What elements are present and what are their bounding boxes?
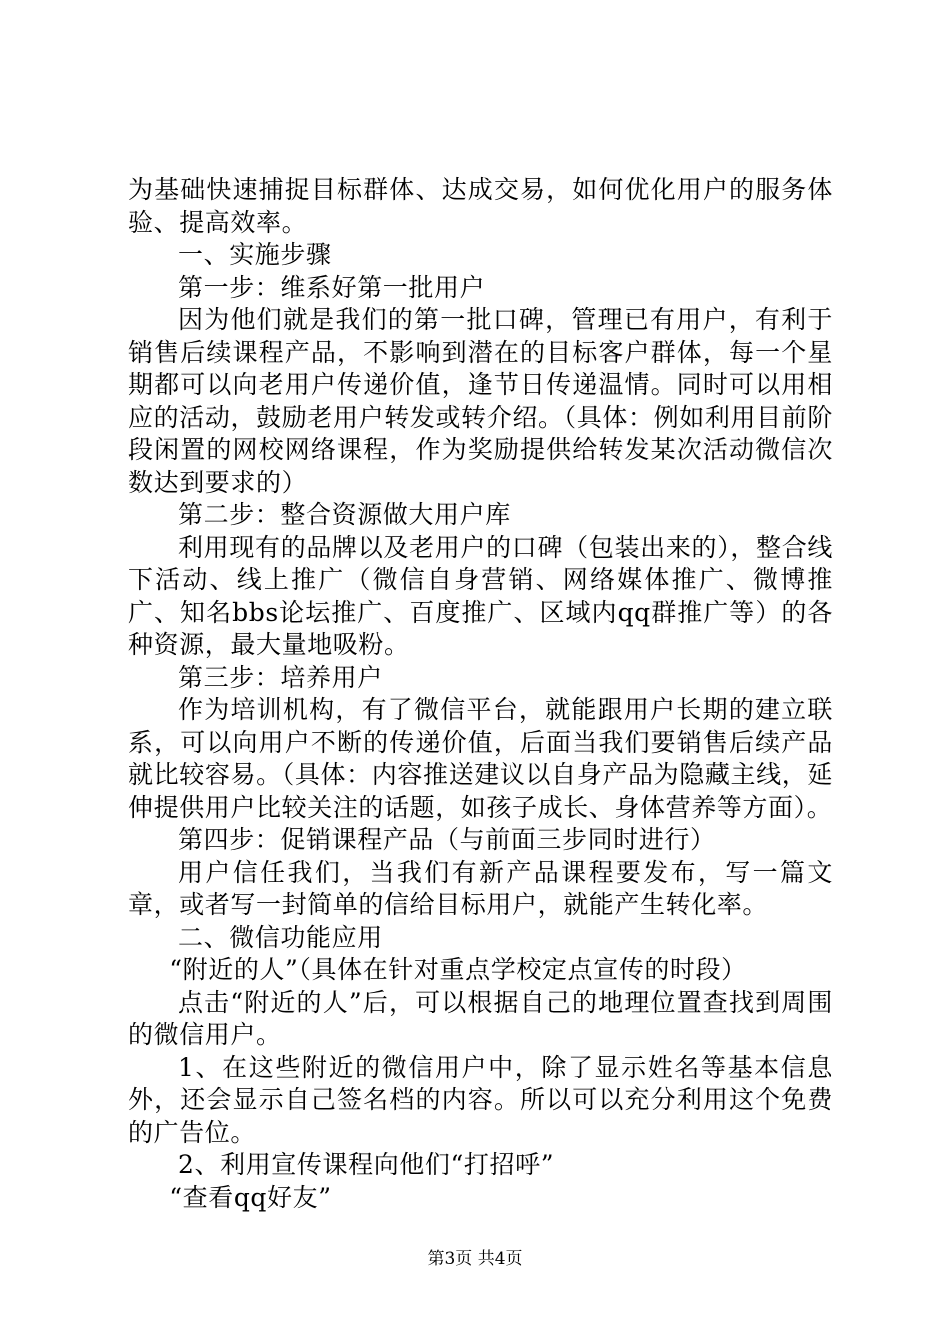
list-item-1: 1、在这些附近的微信用户中，除了显示姓名等基本信息外，还会显示自己签名档的内容。所以可以充分利用这个免费的广告位。 — [128, 1052, 833, 1147]
section-heading-wechat-functions: 二、微信功能应用 — [178, 922, 383, 952]
step-heading-4: 第四步：促销课程产品（与前面三步同时进行） — [178, 825, 716, 854]
document-body — [128, 174, 833, 1214]
step-heading-1: 第一步：维系好第一批用户 — [178, 272, 486, 302]
paragraph-step-3: 作为培训机构，有了微信平台，就能跟用户长期的建立联系，可以向用户不断的传递价值，后面当我们要销售后续产品就比较容易。（具体：内容推送建议以自身产品为隐藏主线，延伸提供用户比较关注的话题，如孩子成长、身体营养等方面）。 — [128, 695, 833, 822]
page-footer: 第3页 共4页 — [427, 1249, 523, 1269]
subheading-view-qq-friends: “查看qq好友” — [169, 1182, 332, 1212]
paragraph-continuation: 为基础快速捕捉目标群体、达成交易，如何优化用户的服务体验、提高效率。 — [128, 175, 833, 237]
section-heading-implementation-steps: 一、实施步骤 — [178, 240, 332, 269]
paragraph-nearby-people: 点击“附近的人”后，可以根据自己的地理位置查找到周围的微信用户。 — [128, 987, 833, 1049]
paragraph-step-2: 利用现有的品牌以及老用户的口碑（包装出来的），整合线下活动、线上推广（微信自身营销、网络媒体推广、微博推广、知名bbs论坛推广、百度推广、区域内qq群推广等）的各种资源，最大量地吸粉。 — [128, 532, 833, 659]
paragraph-step-4: 用户信任我们，当我们有新产品课程要发布，写一篇文章，或者写一封简单的信给目标用户，就能产生转化率。 — [128, 857, 833, 919]
subheading-nearby-people: “附近的人”（具体在针对重点学校定点宣传的时段） — [169, 955, 747, 984]
step-heading-3: 第三步：培养用户 — [178, 662, 383, 692]
step-heading-2: 第二步：整合资源做大用户库 — [178, 500, 511, 529]
paragraph-step-1: 因为他们就是我们的第一批口碑，管理已有用户，有利于销售后续课程产品，不影响到潜在的目标客户群体，每一个星期都可以向老用户传递价值，逢节日传递温情。同时可以用相应的活动，鼓励老用户转发或转介绍。（具体：例如利用目前阶段闲置的网校网络课程，作为奖励提供给转发某次活动微信次数达到要求的） — [128, 305, 833, 497]
list-item-2: 2、利用宣传课程向他们“打招呼” — [178, 1150, 555, 1179]
